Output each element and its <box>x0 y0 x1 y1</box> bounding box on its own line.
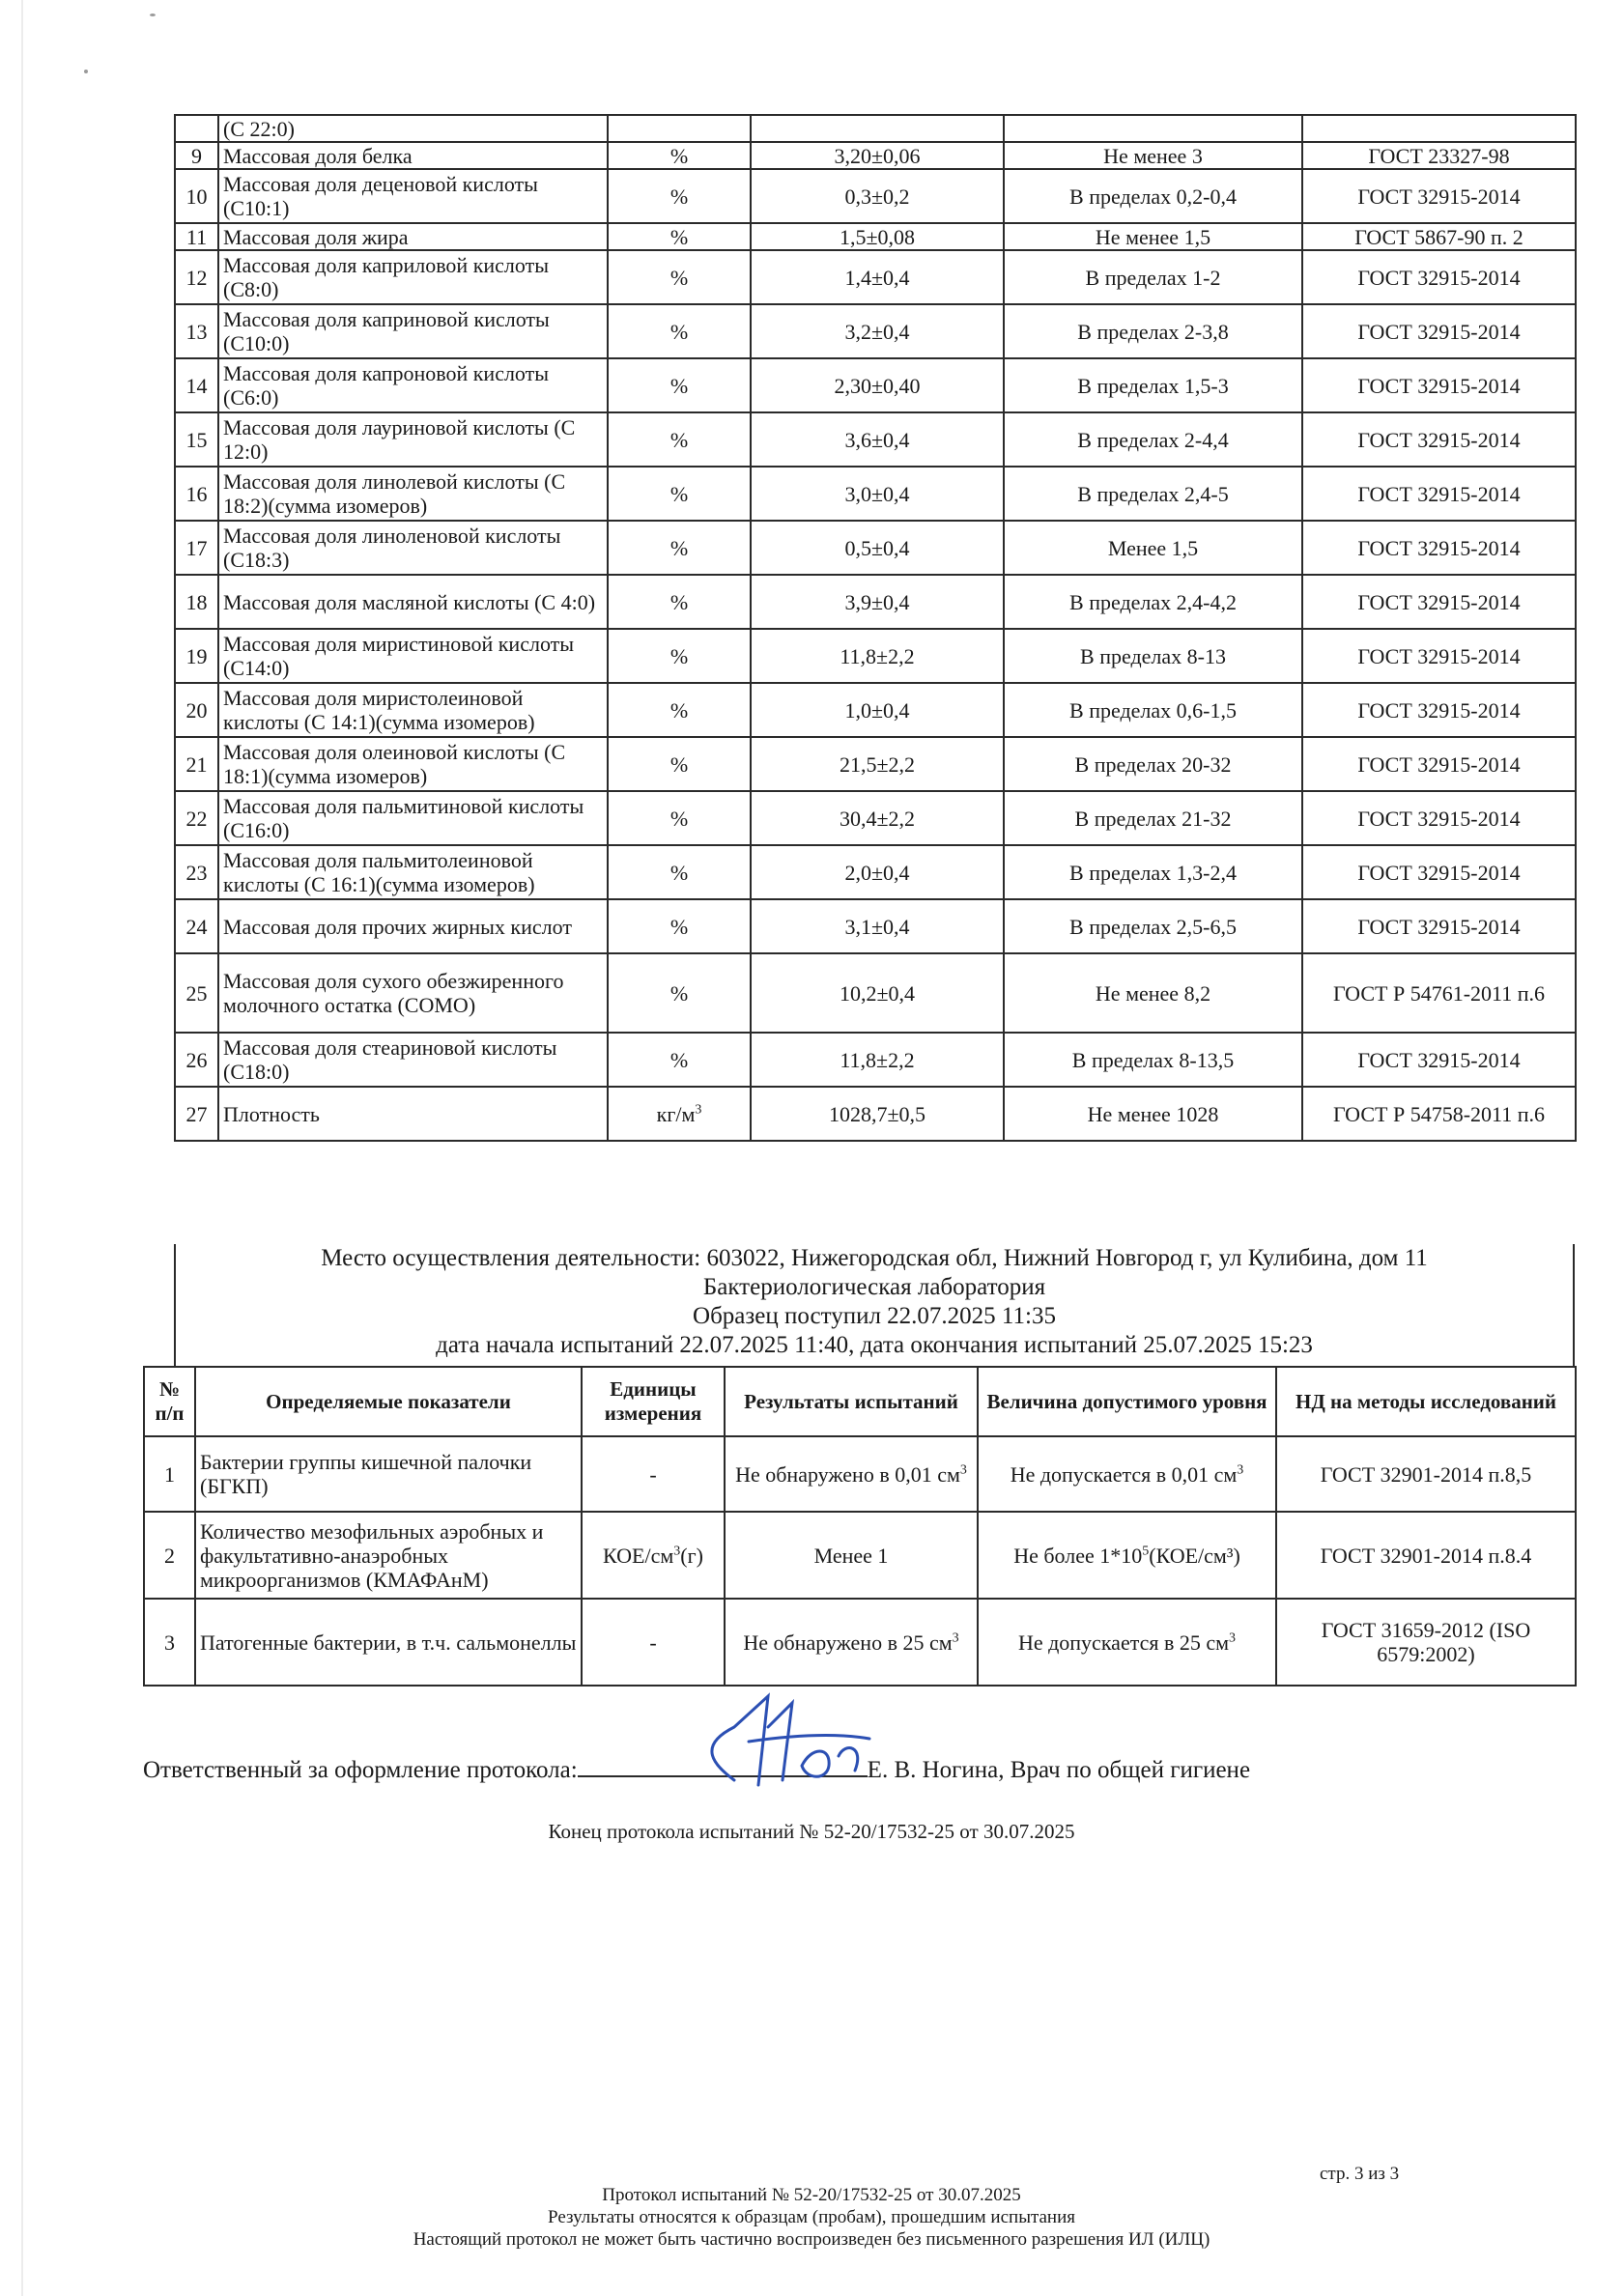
table-row <box>175 250 1576 304</box>
unit: % <box>608 304 751 358</box>
row-number: 26 <box>175 1033 218 1087</box>
table-row <box>175 737 1576 791</box>
permissible-level: В пределах 2,4-4,2 <box>1004 575 1302 629</box>
header-norm: Величина допустимого уровня <box>978 1367 1276 1436</box>
scan-speck <box>150 14 156 16</box>
indicator-name: Массовая доля олеиновой кислоты (С 18:1)(сумма изомеров) <box>218 737 608 791</box>
test-result: 0,5±0,4 <box>751 521 1004 575</box>
test-method: ГОСТ Р 54758-2011 п.6 <box>1302 1087 1576 1141</box>
test-result: 0,3±0,2 <box>751 169 1004 223</box>
indicator-name: (С 22:0) <box>218 115 608 142</box>
table-row <box>175 845 1576 899</box>
row-number: 21 <box>175 737 218 791</box>
test-result-text: Не обнаружено в 0,01 см <box>735 1461 960 1487</box>
row-number: 23 <box>175 845 218 899</box>
row-number-text: 1 <box>164 1461 175 1487</box>
permissible-level: В пределах 0,6-1,5 <box>1004 683 1302 737</box>
page-number: стр. 3 из 3 <box>1320 2164 1400 2184</box>
row-number: 9 <box>175 142 218 169</box>
header-row <box>144 1367 1576 1436</box>
indicator-name: Массовая доля линоленовой кислоты (С18:3) <box>218 521 608 575</box>
table-row <box>175 575 1576 629</box>
chemistry-results-table <box>174 114 1577 1142</box>
table-row <box>175 412 1576 467</box>
permissible-level: Не менее 8,2 <box>1004 953 1302 1033</box>
table-row <box>175 358 1576 412</box>
header-result: Результаты испытаний <box>725 1367 978 1436</box>
table-row <box>175 521 1576 575</box>
result-exponent: 3 <box>959 1462 967 1478</box>
test-method: ГОСТ 32915-2014 <box>1302 250 1576 304</box>
test-result-text: Менее 1 <box>813 1543 889 1568</box>
indicator-name: Массовая доля каприновой кислоты (С10:0) <box>218 304 608 358</box>
unit: % <box>608 358 751 412</box>
unit <box>582 1512 725 1599</box>
test-method-text: ГОСТ 32901-2014 п.8,5 <box>1320 1461 1532 1487</box>
permissible-level: В пределах 2-4,4 <box>1004 412 1302 467</box>
permissible-level-text: Не более 1*10 <box>1013 1543 1143 1568</box>
test-method: ГОСТ 32915-2014 <box>1302 412 1576 467</box>
indicator-name <box>195 1436 582 1512</box>
table-row <box>175 629 1576 683</box>
table-row <box>175 467 1576 521</box>
table-row <box>175 1033 1576 1087</box>
unit <box>608 1087 751 1141</box>
test-result: 3,0±0,4 <box>751 467 1004 521</box>
permissible-level <box>978 1436 1276 1512</box>
test-method: ГОСТ 32915-2014 <box>1302 169 1576 223</box>
unit: % <box>608 467 751 521</box>
test-method: ГОСТ 32915-2014 <box>1302 737 1576 791</box>
indicator-name: Массовая доля сухого обезжиренного молочного остатка (СОМО) <box>218 953 608 1033</box>
unit: % <box>608 683 751 737</box>
test-result <box>725 1599 978 1686</box>
row-number: 18 <box>175 575 218 629</box>
test-method: ГОСТ 32915-2014 <box>1302 467 1576 521</box>
unit <box>582 1599 725 1686</box>
indicator-name-text: Количество мезофильных аэробных и факультативно-анаэробных микроорганизмов (КМАФАнМ) <box>200 1518 544 1592</box>
unit: % <box>608 1033 751 1087</box>
test-method: ГОСТ 32915-2014 <box>1302 791 1576 845</box>
row-number: 11 <box>175 223 218 250</box>
location-text: Место осуществления деятельности: 603022, Нижегородская обл, Нижний Новгород г, ул Кулибина, дом 11 <box>321 1245 1428 1271</box>
test-method <box>1276 1599 1576 1686</box>
indicator-name: Плотность <box>218 1087 608 1141</box>
test-result: 3,2±0,4 <box>751 304 1004 358</box>
row-number: 10 <box>175 169 218 223</box>
test-result: 3,1±0,4 <box>751 899 1004 953</box>
permissible-level: В пределах 2,4-5 <box>1004 467 1302 521</box>
test-result: 3,6±0,4 <box>751 412 1004 467</box>
test-method: ГОСТ 5867-90 п. 2 <box>1302 223 1576 250</box>
test-method: ГОСТ 32915-2014 <box>1302 1033 1576 1087</box>
permissible-level-text: Не допускается в 0,01 см <box>1010 1461 1238 1487</box>
unit: % <box>608 737 751 791</box>
indicator-name-text: Бактерии группы кишечной палочки (БГКП) <box>200 1450 532 1498</box>
unit-exponent: 3 <box>695 1102 702 1118</box>
row-number: 16 <box>175 467 218 521</box>
indicator-name: Массовая доля деценовой кислоты (С10:1) <box>218 169 608 223</box>
row-number <box>175 115 218 142</box>
unit: % <box>608 953 751 1033</box>
test-result: 11,8±2,2 <box>751 629 1004 683</box>
unit: % <box>608 845 751 899</box>
footer-copy-restriction: Настоящий протокол не может быть частично воспроизведен без письменного разрешения ИЛ (ИЛЦ) <box>413 2229 1210 2250</box>
test-method: ГОСТ 32915-2014 <box>1302 358 1576 412</box>
test-method: ГОСТ 23327-98 <box>1302 142 1576 169</box>
row-number: 13 <box>175 304 218 358</box>
test-method-text: ГОСТ 32901-2014 п.8.4 <box>1320 1543 1532 1568</box>
table-row <box>175 899 1576 953</box>
header-method: НД на методы исследований <box>1276 1367 1576 1436</box>
row-number: 17 <box>175 521 218 575</box>
test-method: ГОСТ 32915-2014 <box>1302 845 1576 899</box>
permissible-level-text: Не допускается в 25 см <box>1017 1630 1230 1655</box>
permissible-level: В пределах 21-32 <box>1004 791 1302 845</box>
unit: % <box>608 521 751 575</box>
unit: % <box>608 169 751 223</box>
footer-results-note: Результаты относятся к образцам (пробам), прошедшим испытания <box>548 2207 1075 2227</box>
indicator-name <box>195 1512 582 1599</box>
test-method-text: ГОСТ 31659-2012 (ISO 6579:2002) <box>1321 1618 1531 1666</box>
test-result: 3,9±0,4 <box>751 575 1004 629</box>
unit-base: кг/м <box>656 1101 696 1126</box>
test-dates: дата начала испытаний 22.07.2025 11:40, дата окончания испытаний 25.07.2025 15:23 <box>436 1332 1313 1358</box>
unit: % <box>608 142 751 169</box>
test-method: ГОСТ 32915-2014 <box>1302 899 1576 953</box>
row-number: 12 <box>175 250 218 304</box>
test-method <box>1276 1436 1576 1512</box>
permissible-level: Менее 1,5 <box>1004 521 1302 575</box>
table-row <box>175 791 1576 845</box>
permissible-level: В пределах 8-13,5 <box>1004 1033 1302 1087</box>
norm-exponent: 3 <box>1237 1462 1244 1478</box>
indicator-name-text: Патогенные бактерии, в т.ч. сальмонеллы <box>200 1630 577 1655</box>
indicator-name: Массовая доля стеариновой кислоты (С18:0) <box>218 1033 608 1087</box>
unit-base: КОЕ/см <box>603 1543 674 1568</box>
lab-info-block <box>174 1244 1575 1368</box>
table-row <box>144 1599 1576 1686</box>
signer-name: Е. В. Ногина, Врач по общей гигиене <box>867 1757 1251 1783</box>
permissible-level: В пределах 1-2 <box>1004 250 1302 304</box>
row-number: 15 <box>175 412 218 467</box>
row-number-text: 2 <box>164 1543 175 1568</box>
indicator-name: Массовая доля капроновой кислоты (С6:0) <box>218 358 608 412</box>
test-method: ГОСТ 32915-2014 <box>1302 629 1576 683</box>
test-result: 1,5±0,08 <box>751 223 1004 250</box>
permissible-level: В пределах 8-13 <box>1004 629 1302 683</box>
test-method: ГОСТ 32915-2014 <box>1302 521 1576 575</box>
norm-exponent: 3 <box>1229 1630 1237 1646</box>
indicator-name: Массовая доля линолевой кислоты (С 18:2)(сумма изомеров) <box>218 467 608 521</box>
indicator-name: Массовая доля масляной кислоты (С 4:0) <box>218 575 608 629</box>
unit: % <box>608 223 751 250</box>
norm-tail: (КОЕ/см³) <box>1149 1543 1240 1568</box>
test-method: ГОСТ 32915-2014 <box>1302 304 1576 358</box>
indicator-name: Массовая доля миристиновой кислоты (С14:0) <box>218 629 608 683</box>
unit: % <box>608 791 751 845</box>
test-result: 1,4±0,4 <box>751 250 1004 304</box>
test-result: 2,0±0,4 <box>751 845 1004 899</box>
unit-tail: (г) <box>680 1543 703 1568</box>
indicator-name: Массовая доля лауриновой кислоты (С 12:0) <box>218 412 608 467</box>
result-exponent: 3 <box>952 1630 959 1646</box>
test-result: 3,20±0,06 <box>751 142 1004 169</box>
unit-base: - <box>649 1630 657 1655</box>
end-of-protocol-note: Конец протокола испытаний № 52-20/17532-25 от 30.07.2025 <box>548 1820 1075 1843</box>
sample-received: Образец поступил 22.07.2025 11:35 <box>693 1303 1056 1329</box>
table-row <box>175 169 1576 223</box>
unit-exponent: 3 <box>673 1544 681 1559</box>
table-row <box>175 223 1576 250</box>
unit: % <box>608 629 751 683</box>
row-number <box>144 1436 195 1512</box>
permissible-level: В пределах 2,5-6,5 <box>1004 899 1302 953</box>
test-result: 1,0±0,4 <box>751 683 1004 737</box>
header-no: № п/п <box>144 1367 195 1436</box>
lab-name: Бактериологическая лаборатория <box>702 1274 1046 1300</box>
permissible-level <box>978 1599 1276 1686</box>
indicator-name: Массовая доля миристолеиновой кислоты (С 14:1)(сумма изомеров) <box>218 683 608 737</box>
header-unit: Единицы измерения <box>582 1367 725 1436</box>
table-row <box>175 304 1576 358</box>
unit-base: - <box>649 1461 657 1487</box>
indicator-name: Массовая доля жира <box>218 223 608 250</box>
row-number: 27 <box>175 1087 218 1141</box>
test-method: ГОСТ 32915-2014 <box>1302 575 1576 629</box>
row-number: 19 <box>175 629 218 683</box>
row-number: 20 <box>175 683 218 737</box>
row-number: 24 <box>175 899 218 953</box>
row-number: 14 <box>175 358 218 412</box>
permissible-level <box>978 1512 1276 1599</box>
indicator-name: Массовая доля прочих жирных кислот <box>218 899 608 953</box>
indicator-name: Массовая доля белка <box>218 142 608 169</box>
indicator-name: Массовая доля пальмитиновой кислоты (С16:0) <box>218 791 608 845</box>
row-number-text: 3 <box>164 1630 175 1655</box>
permissible-level: В пределах 2-3,8 <box>1004 304 1302 358</box>
test-result: 2,30±0,40 <box>751 358 1004 412</box>
test-method: ГОСТ 32915-2014 <box>1302 683 1576 737</box>
unit <box>582 1436 725 1512</box>
header-indicator: Определяемые показатели <box>195 1367 582 1436</box>
test-result <box>725 1436 978 1512</box>
permissible-level: Не менее 1028 <box>1004 1087 1302 1141</box>
table-row <box>144 1436 1576 1512</box>
permissible-level: В пределах 0,2-0,4 <box>1004 169 1302 223</box>
bacteriology-results-table <box>143 1366 1577 1687</box>
norm-exponent: 5 <box>1142 1544 1150 1559</box>
unit: % <box>608 899 751 953</box>
table-row <box>175 683 1576 737</box>
table-row <box>175 142 1576 169</box>
permissible-level: В пределах 1,5-3 <box>1004 358 1302 412</box>
row-number: 25 <box>175 953 218 1033</box>
scan-speck <box>84 70 88 73</box>
permissible-level: В пределах 20-32 <box>1004 737 1302 791</box>
test-method: ГОСТ Р 54761-2011 п.6 <box>1302 953 1576 1033</box>
test-result: 11,8±2,2 <box>751 1033 1004 1087</box>
test-result-text: Не обнаружено в 25 см <box>743 1630 953 1655</box>
indicator-name: Массовая доля каприловой кислоты (С8:0) <box>218 250 608 304</box>
scan-edge <box>21 0 23 2296</box>
signature-label: Ответственный за оформление протокола: <box>143 1757 578 1783</box>
table-row <box>144 1512 1576 1599</box>
test-result: 30,4±2,2 <box>751 791 1004 845</box>
permissible-level: Не менее 3 <box>1004 142 1302 169</box>
table-row <box>175 1087 1576 1141</box>
test-method <box>1276 1512 1576 1599</box>
unit: % <box>608 412 751 467</box>
permissible-level: Не менее 1,5 <box>1004 223 1302 250</box>
test-result: 10,2±0,4 <box>751 953 1004 1033</box>
test-result <box>725 1512 978 1599</box>
row-number: 22 <box>175 791 218 845</box>
indicator-name: Массовая доля пальмитолеиновой кислоты (С 16:1)(сумма изомеров) <box>218 845 608 899</box>
unit: % <box>608 575 751 629</box>
row-number <box>144 1599 195 1686</box>
footer-protocol-number: Протокол испытаний № 52-20/17532-25 от 30.07.2025 <box>602 2185 1021 2205</box>
table-row <box>175 115 1576 142</box>
indicator-name <box>195 1599 582 1686</box>
test-result: 1028,7±0,5 <box>751 1087 1004 1141</box>
unit: % <box>608 250 751 304</box>
handwritten-signature-icon <box>676 1688 889 1795</box>
table-row <box>175 953 1576 1033</box>
row-number <box>144 1512 195 1599</box>
permissible-level: В пределах 1,3-2,4 <box>1004 845 1302 899</box>
test-result: 21,5±2,2 <box>751 737 1004 791</box>
